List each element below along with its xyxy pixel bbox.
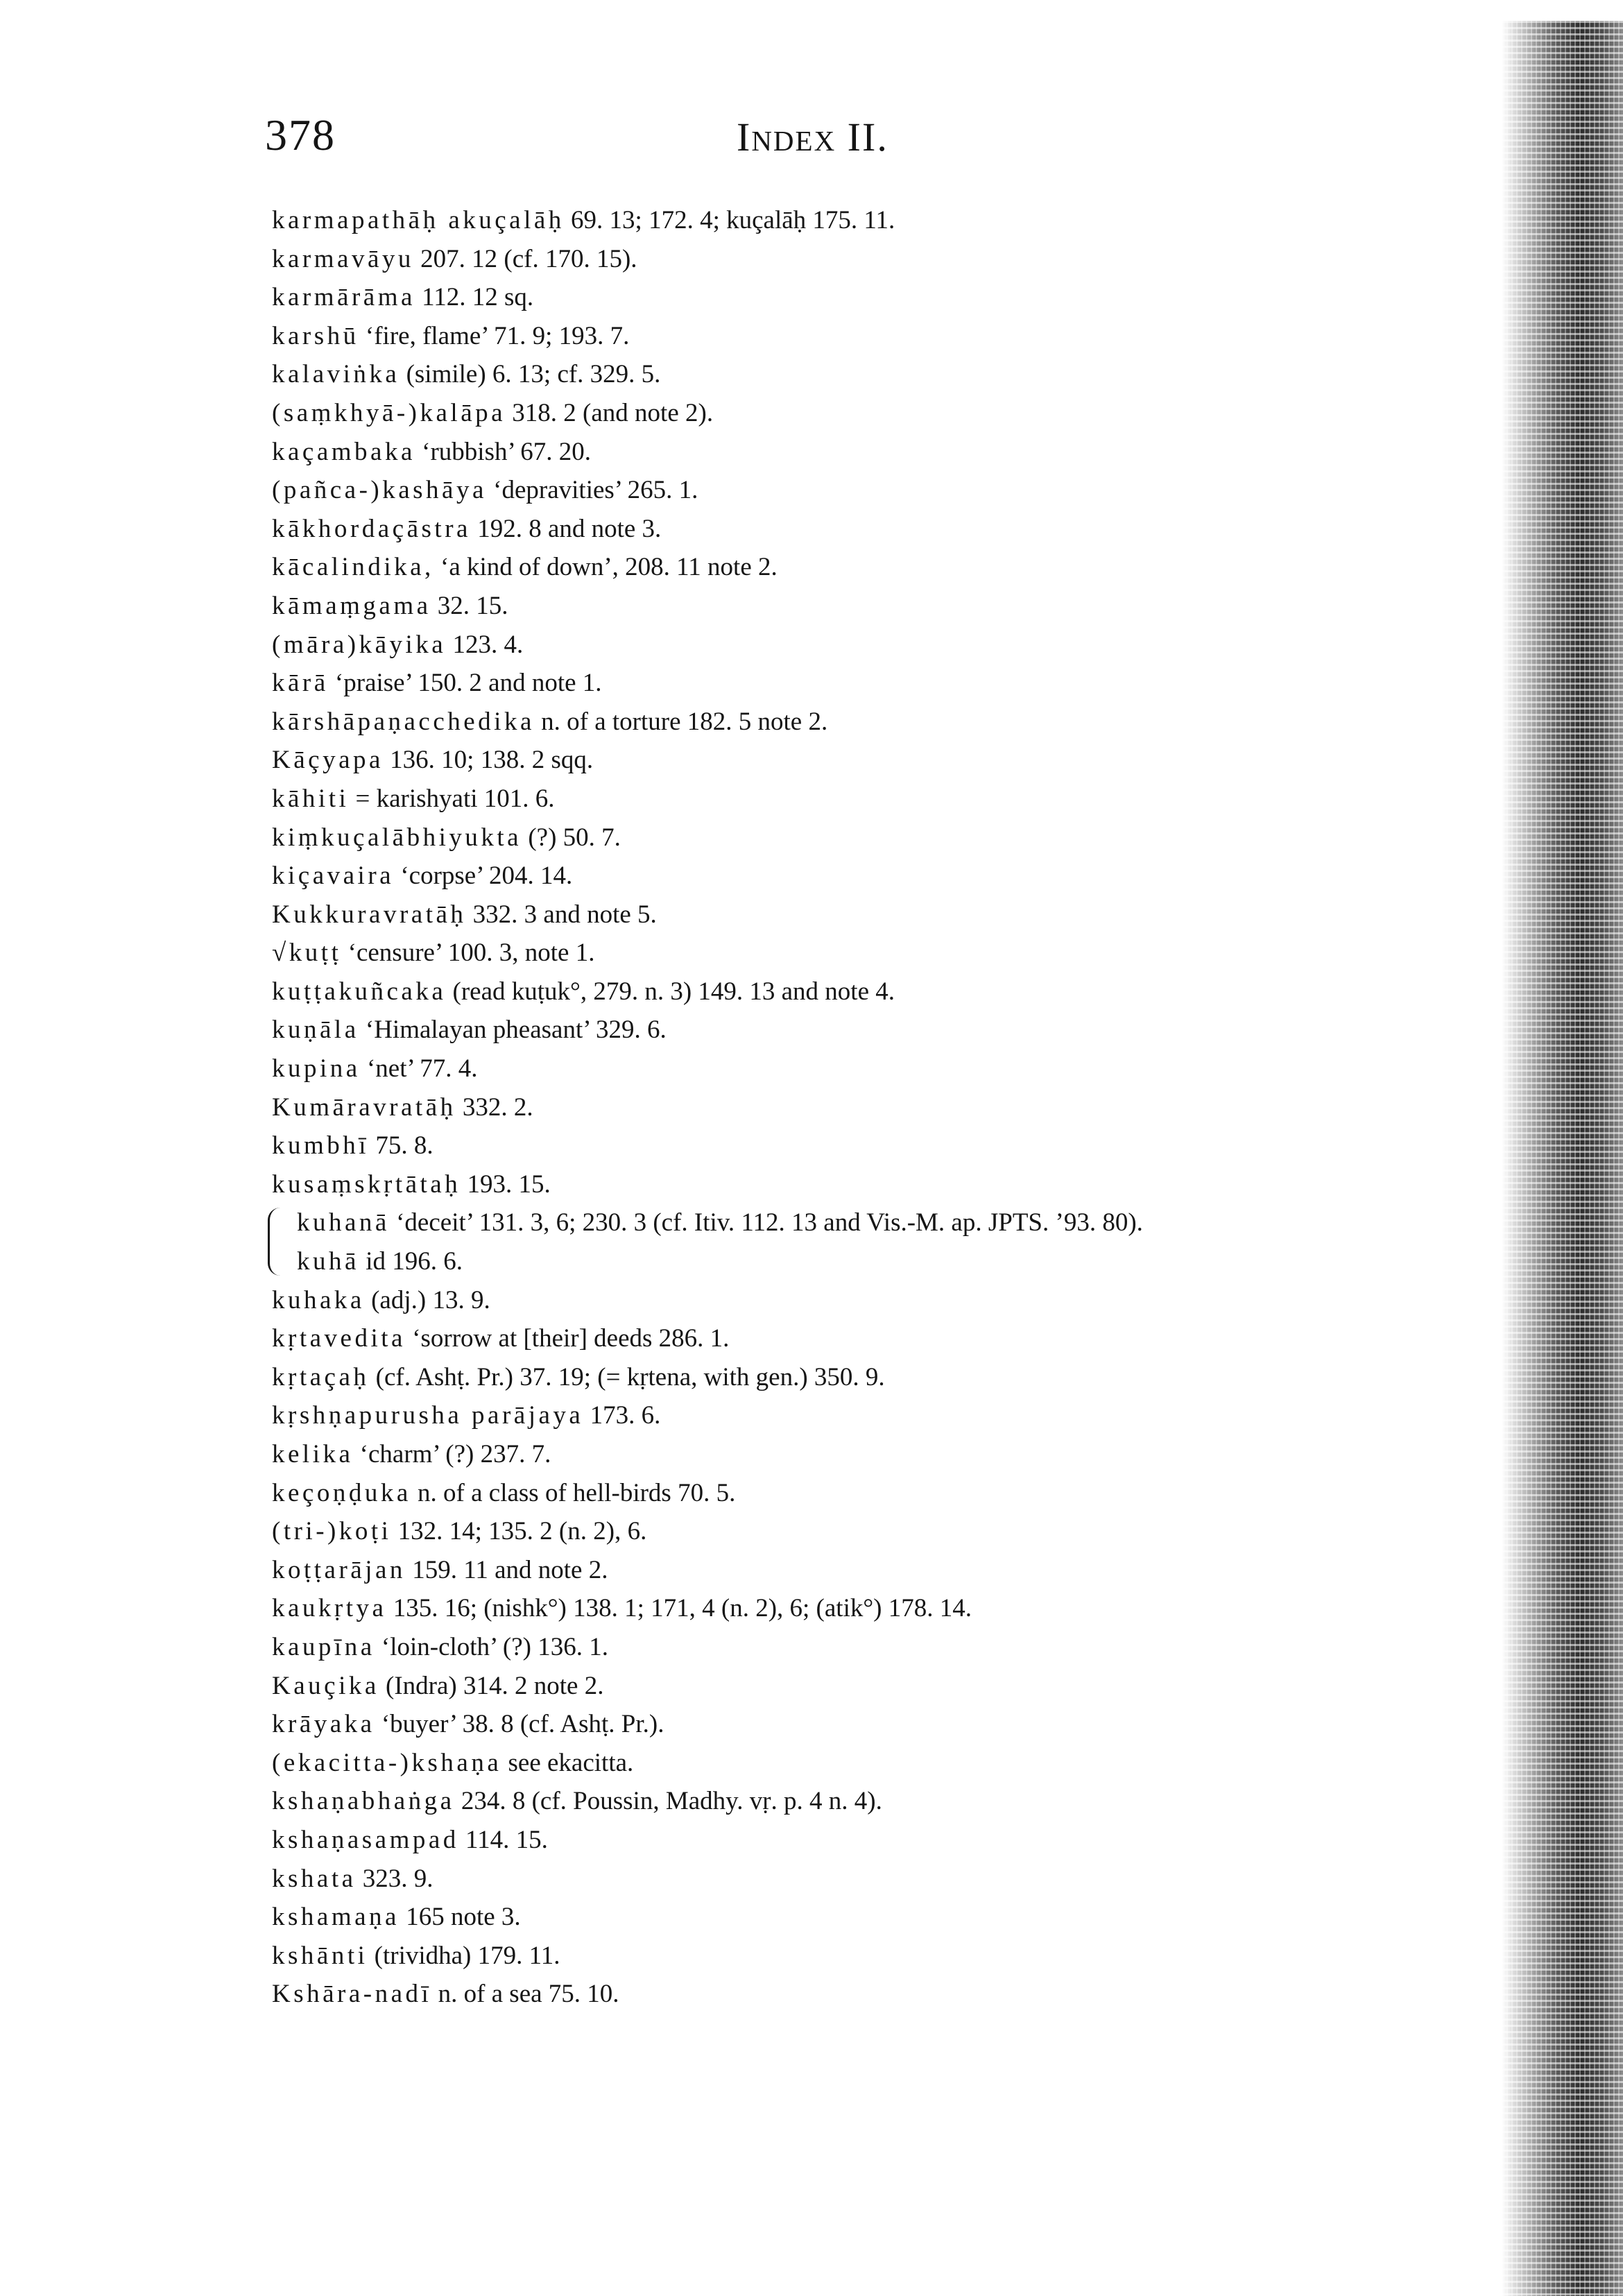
entry-ref: 135. 16; (nishk°) 138. 1; 171, 4 (n. 2), 6; (atik°) 178. 14. <box>386 1594 972 1623</box>
index-entry <box>272 1628 1409 1667</box>
entry-term: karshū <box>272 321 359 350</box>
entry-ref: 332. 2. <box>456 1093 533 1122</box>
entry-ref: ‘a kind of down’, 208. 11 note 2. <box>433 553 778 582</box>
entry-term: (tri-)koṭi <box>272 1517 392 1546</box>
index-entry <box>272 1744 1409 1783</box>
index-entry <box>272 1242 1409 1281</box>
index-entry <box>272 703 1409 742</box>
index-entry <box>272 1860 1409 1899</box>
entry-term: kaukṛtya <box>272 1594 387 1623</box>
entry-term: kshaṇabhaṅga <box>272 1787 455 1816</box>
entry-ref: (adj.) 13. 9. <box>364 1285 490 1314</box>
index-entry <box>272 1435 1409 1474</box>
entry-ref: 173. 6. <box>583 1401 661 1430</box>
entry-term: Kāçyapa <box>272 746 384 775</box>
entry-ref: 234. 8 (cf. Poussin, Madhy. vṛ. p. 4 n. 4). <box>454 1787 882 1816</box>
entry-term: kṛtavedita <box>272 1324 406 1353</box>
index-entry <box>272 1898 1409 1937</box>
entry-term: (ekacitta-)kshaṇa <box>272 1748 502 1777</box>
index-entry <box>272 1551 1409 1590</box>
entry-term: krāyaka <box>272 1710 375 1739</box>
entry-ref: (cf. Ashṭ. Pr.) 37. 19; (= kṛtena, with gen.) 350. 9. <box>369 1362 885 1391</box>
entry-ref: n. of a torture 182. 5 note 2. <box>534 707 828 736</box>
entry-term: kuhanā <box>297 1208 390 1237</box>
entry-ref: 207. 12 (cf. 170. 15). <box>413 244 637 273</box>
index-entry <box>272 973 1409 1011</box>
index-entry <box>272 1281 1409 1320</box>
index-entry <box>272 896 1409 934</box>
entry-term: kācalindika, <box>272 553 434 582</box>
entry-term: kṛtaçaḥ <box>272 1362 370 1391</box>
entry-ref: ‘net’ 77. 4. <box>360 1054 478 1083</box>
entry-ref: ‘fire, flame’ 71. 9; 193. 7. <box>359 321 630 350</box>
entry-ref: ‘corpse’ 204. 14. <box>394 862 573 891</box>
index-entry <box>272 433 1409 472</box>
entry-term: kārā <box>272 669 329 698</box>
index-entries <box>272 201 1409 2014</box>
entry-ref: 75. 8. <box>369 1131 433 1160</box>
entry-ref: (simile) 6. 13; cf. 329. 5. <box>400 360 661 389</box>
entry-term: (māra)kāyika <box>272 630 447 659</box>
entry-ref: 114. 15. <box>458 1825 548 1854</box>
entry-ref: ‘rubbish’ 67. 20. <box>415 437 592 466</box>
entry-term: Kukkuravratāḥ <box>272 900 467 929</box>
index-entry <box>272 1474 1409 1513</box>
entry-term: kuṭṭakuñcaka <box>272 977 447 1006</box>
entry-term: kāmaṃgama <box>272 591 431 620</box>
entry-term: kupina <box>272 1054 361 1083</box>
entry-ref: 332. 3 and note 5. <box>466 900 657 929</box>
index-entry <box>272 355 1409 394</box>
entry-ref: ‘Himalayan pheasant’ 329. 6. <box>359 1016 667 1045</box>
index-entry <box>272 1782 1409 1821</box>
index-entry <box>272 587 1409 626</box>
entry-term: kiṃkuçalābhiyukta <box>272 823 522 852</box>
index-entry <box>272 1589 1409 1628</box>
entry-term: kshamaṇa <box>272 1903 400 1932</box>
entry-term: (saṃkhyā-)kalāpa <box>272 398 506 427</box>
entry-ref: 32. 15. <box>431 591 508 620</box>
index-entry <box>272 1050 1409 1088</box>
entry-term: koṭṭarājan <box>272 1555 406 1584</box>
index-entry <box>272 741 1409 780</box>
index-entry <box>272 1975 1409 2014</box>
page-edge-shadow <box>1502 21 1623 2296</box>
index-entry <box>272 394 1409 433</box>
entry-term: Kauçika <box>272 1671 379 1700</box>
entry-term: kāhiti <box>272 784 350 813</box>
entry-ref: n. of a class of hell-birds 70. 5. <box>411 1478 736 1507</box>
entry-ref: 318. 2 (and note 2). <box>506 398 714 427</box>
entry-term: √kuṭṭ <box>272 939 342 968</box>
entry-ref: 132. 14; 135. 2 (n. 2), 6. <box>391 1517 647 1546</box>
index-entry <box>272 1821 1409 1860</box>
entry-term: kṛshṇapurusha parājaya <box>272 1401 584 1430</box>
entry-term: (pañca-)kashāya <box>272 476 487 505</box>
entry-ref: 136. 10; 138. 2 sqq. <box>383 746 594 775</box>
entry-term: karmavāyu <box>272 244 414 273</box>
index-entry <box>272 1203 1409 1242</box>
index-entry <box>272 1667 1409 1706</box>
index-entry <box>272 780 1409 819</box>
entry-term: kshaṇasampad <box>272 1825 459 1854</box>
entry-ref: 159. 11 and note 2. <box>405 1555 608 1584</box>
entry-term: karmārāma <box>272 283 415 312</box>
entry-term: kshānti <box>272 1941 368 1970</box>
index-entry <box>272 1705 1409 1744</box>
entry-ref: see ekacitta. <box>501 1748 634 1777</box>
entry-term: kārshāpaṇacchedika <box>272 707 535 736</box>
index-entry <box>272 819 1409 857</box>
entry-term: karmapathāḥ akuçalāḥ <box>272 206 565 234</box>
entry-ref: (read kuṭuk°, 279. n. 3) 149. 13 and note 4. <box>446 977 895 1006</box>
entry-ref: 323. 9. <box>356 1864 433 1893</box>
entry-ref: (Indra) 314. 2 note 2. <box>379 1671 604 1700</box>
entry-ref: 123. 4. <box>446 630 524 659</box>
entry-ref: id 196. 6. <box>359 1247 463 1276</box>
entry-ref: ‘praise’ 150. 2 and note 1. <box>328 669 602 698</box>
entry-term: kelika <box>272 1440 354 1468</box>
index-entry <box>272 1319 1409 1358</box>
entry-ref: = karishyati 101. 6. <box>349 784 555 813</box>
entry-term: kaupīna <box>272 1632 375 1661</box>
entry-ref: n. of a sea 75. 10. <box>431 1980 619 2009</box>
index-entry <box>272 857 1409 896</box>
index-entry <box>272 201 1409 240</box>
entry-term: kumbhī <box>272 1131 370 1160</box>
entry-ref: (trividha) 179. 11. <box>368 1941 560 1970</box>
index-entry <box>272 278 1409 317</box>
entry-term: kiçavaira <box>272 862 395 891</box>
entry-ref: 193. 15. <box>461 1170 551 1199</box>
index-entry <box>272 1937 1409 1976</box>
entry-term: kaçambaka <box>272 437 415 466</box>
entry-term: Kshāra-nadī <box>272 1980 432 2009</box>
entry-term: kshata <box>272 1864 357 1893</box>
entry-ref: ‘sorrow at [their] deeds 286. 1. <box>405 1324 730 1353</box>
entry-term: kuhaka <box>272 1285 365 1314</box>
entry-ref: 69. 13; 172. 4; kuçalāḥ 175. 11. <box>564 206 895 234</box>
entry-term: kuṇāla <box>272 1016 359 1045</box>
index-entry <box>272 1396 1409 1435</box>
index-entry <box>272 510 1409 549</box>
index-entry <box>272 1512 1409 1551</box>
entry-ref: 165 note 3. <box>399 1903 521 1932</box>
brace-group <box>272 1203 1409 1280</box>
entry-ref: ‘buyer’ 38. 8 (cf. Ashṭ. Pr.). <box>375 1710 664 1739</box>
index-entry <box>272 1011 1409 1050</box>
curly-brace <box>268 1208 282 1276</box>
index-entry <box>272 317 1409 356</box>
entry-term: keçoṇḍuka <box>272 1478 411 1507</box>
page-header <box>265 104 1347 166</box>
entry-term: kākhordaçāstra <box>272 514 471 543</box>
page-number: 378 <box>265 110 336 160</box>
index-entry <box>272 1088 1409 1127</box>
entry-ref: 192. 8 and note 3. <box>470 514 662 543</box>
entry-ref: ‘depravities’ 265. 1. <box>486 476 698 505</box>
index-entry <box>272 1358 1409 1397</box>
entry-ref: ‘charm’ (?) 237. 7. <box>353 1440 551 1468</box>
index-entry <box>272 1165 1409 1204</box>
entry-term: kalaviṅka <box>272 360 400 389</box>
running-head: Index II. <box>737 114 888 160</box>
index-entry <box>272 626 1409 665</box>
entry-ref: ‘censure’ 100. 3, note 1. <box>341 939 595 968</box>
entry-ref: ‘deceit’ 131. 3, 6; 230. 3 (cf. Itiv. 112. 13 and Vis.-M. ap. JPTS. ’93. 80). <box>389 1208 1143 1237</box>
entry-term: Kumāravratāḥ <box>272 1093 456 1122</box>
index-entry <box>272 664 1409 703</box>
entry-ref: 112. 12 sq. <box>415 283 534 312</box>
index-entry <box>272 240 1409 279</box>
index-entry <box>272 548 1409 587</box>
entry-term: kusaṃskṛtātaḥ <box>272 1170 461 1199</box>
index-entry <box>272 1126 1409 1165</box>
entry-term: kuhā <box>297 1247 359 1276</box>
index-entry <box>272 934 1409 973</box>
entry-ref: (?) 50. 7. <box>522 823 621 852</box>
entry-ref: ‘loin-cloth’ (?) 136. 1. <box>375 1632 608 1661</box>
index-entry <box>272 471 1409 510</box>
